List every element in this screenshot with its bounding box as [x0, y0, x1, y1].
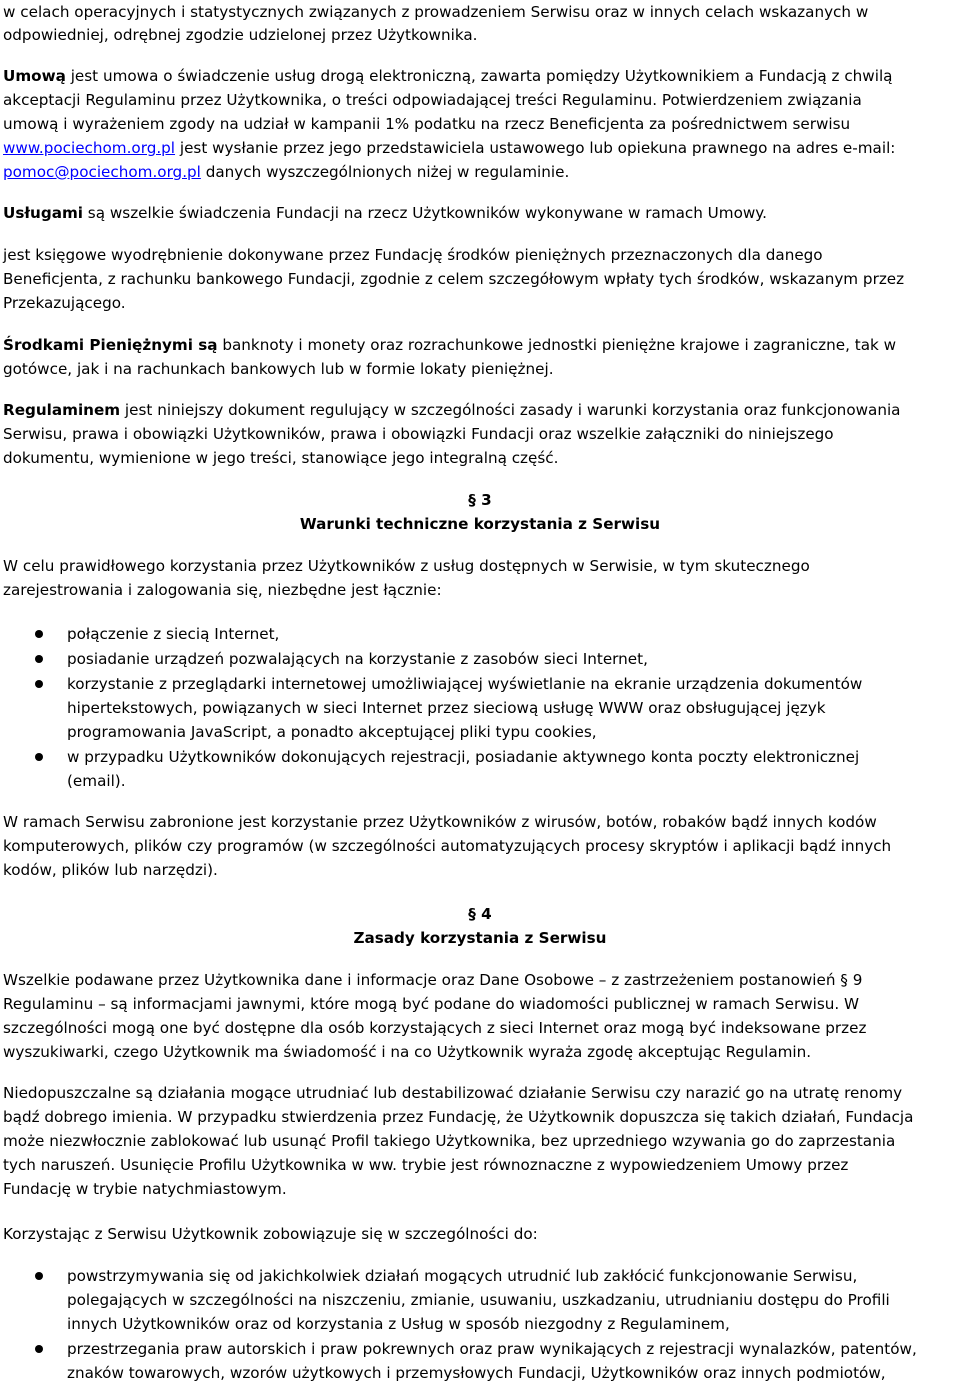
bullet-icon [35, 1345, 43, 1353]
text-segment: polegających w szczególności na niszczeniu, zmianie, usuwaniu, uszkadzaniu, utrudnianiu dostępu do Profili [67, 1291, 890, 1309]
text-segment: odpowiedniej, odrębnej zgodzie udzielonej przez Użytkownika. [3, 26, 478, 44]
text-segment: Regulaminu – są informacjami jawnymi, które mogą być podane do wiadomości publicznej w ramach Serwisu. W [3, 995, 860, 1013]
text-line [67, 769, 960, 793]
text-segment: znaków towarowych, wzorów użytkowych i przemysłowych Fundacji, Użytkowników oraz innych podmiotów, [67, 1364, 886, 1382]
text-line [3, 554, 960, 578]
section-heading-line [0, 926, 960, 950]
text-segment: dokumentu, wymienione w jego treści, stanowiące jego integralną część. [3, 449, 559, 467]
text-segment: korzystanie z przeglądarki internetowej umożliwiającej wyświetlanie na ekranie urządzenia dokumentów [67, 675, 863, 693]
bullet-item-line [67, 745, 960, 769]
text-line [67, 1312, 960, 1336]
text-line [67, 1361, 960, 1385]
text-segment: umową i wyrażeniem zgody na udział w kampanii 1% podatku na rzecz Beneficjenta za pośrednictwem serwisu [3, 115, 851, 133]
text-segment: Wszelkie podawane przez Użytkownika dane i informacje oraz Dane Osobowe – z zastrzeżeniem postanowień § 9 [3, 971, 863, 989]
link[interactable]: www.pociechom.org.pl [3, 139, 176, 157]
text-segment: W ramach Serwisu zabronione jest korzystanie przez Użytkowników z wirusów, botów, robaków bądź innych kodów [3, 813, 877, 831]
bullet-icon [35, 655, 43, 663]
bold-term: Zasady korzystania z Serwisu [353, 929, 607, 947]
text-segment: Korzystając z Serwisu Użytkownik zobowiązuje się w szczególności do: [3, 1225, 538, 1243]
bullet-item-line [67, 647, 960, 671]
text-line [67, 1288, 960, 1312]
text-line [3, 1153, 960, 1177]
text-segment: jest niniejszy dokument regulujący w szczególności zasady i warunki korzystania oraz funkcjonowania [120, 401, 901, 419]
text-line [3, 1105, 960, 1129]
text-line [3, 291, 960, 315]
text-segment: banknoty i monety oraz rozrachunkowe jednostki pieniężne krajowe i zagraniczne, tak w [217, 336, 897, 354]
bullet-item-line [67, 672, 960, 696]
text-segment: jest wysłanie przez jego przedstawiciela ustawowego lub opiekuna prawnego na adres e-mail: [175, 139, 896, 157]
bold-term: § 3 [468, 491, 492, 509]
text-line [3, 858, 960, 882]
bold-term: Usługami [3, 204, 83, 222]
text-line [3, 446, 960, 470]
text-segment: jest umowa o świadczenie usług drogą elektroniczną, zawarta pomiędzy Użytkownikiem a Fundacją z chwilą [65, 67, 893, 85]
text-segment: Serwisu, prawa i obowiązki Użytkowników, prawa i obowiązki Fundacji oraz wszelkie załączniki do niniejszego [3, 425, 834, 443]
text-segment: Przekazującego. [3, 294, 126, 312]
text-segment: w celach operacyjnych i statystycznych związanych z prowadzeniem Serwisu oraz w innych celach wskazanych w [3, 3, 869, 21]
text-line [3, 112, 960, 136]
bold-term: Regulaminem [3, 401, 121, 419]
bullet-icon [35, 753, 43, 761]
text-line [3, 1081, 960, 1105]
text-line [3, 160, 960, 184]
text-line [3, 0, 960, 24]
text-segment: powstrzymywania się od jakichkolwiek działań mogących utrudnić lub zakłócić funkcjonowanie Serwisu, [67, 1267, 858, 1285]
text-segment: połączenie z siecią Internet, [67, 625, 280, 643]
text-line [3, 201, 960, 225]
text-line [3, 968, 960, 992]
text-line [3, 834, 960, 858]
text-segment: gotówce, jak i na rachunkach bankowych lub w formie lokaty pieniężnej. [3, 360, 554, 378]
bullet-item-line [67, 1337, 960, 1361]
text-line [3, 1129, 960, 1153]
text-segment: szczególności mogą one być dostępne dla osób korzystających z sieci Internet oraz mogą być indeksowane przez [3, 1019, 867, 1037]
text-segment: kodów, plików lub narzędzi). [3, 861, 218, 879]
text-line [3, 136, 960, 160]
text-line [3, 333, 960, 357]
text-segment: posiadanie urządzeń pozwalających na korzystanie z zasobów sieci Internet, [67, 650, 648, 668]
text-segment: innych Użytkowników oraz od korzystania z Usług w sposób niezgodny z Regulaminem, [67, 1315, 730, 1333]
bullet-item-line [67, 1264, 960, 1288]
text-line [3, 1177, 960, 1201]
text-line [3, 243, 960, 267]
text-line [3, 267, 960, 291]
text-segment: bądź dobrego imienia. W przypadku stwierdzenia przez Fundację, że Użytkownik dopuszcza się takich działań, Fundacja [3, 1108, 914, 1126]
text-line [3, 810, 960, 834]
text-segment: komputerowych, plików czy programów (w szczególności automatyzujących procesy skryptów i aplikacji bądź innych [3, 837, 892, 855]
text-line [3, 1016, 960, 1040]
bullet-item-line [67, 622, 960, 646]
text-segment: Beneficjenta, z rachunku bankowego Fundacji, zgodnie z celem szczegółowym wpłaty tych środków, wskazanym przez [3, 270, 905, 288]
text-segment: Fundację w trybie natychmiastowym. [3, 1180, 287, 1198]
text-line [3, 23, 960, 47]
text-line [67, 720, 960, 744]
text-segment: Niedopuszczalne są działania mogące utrudniać lub destabilizować działanie Serwisu czy narazić go na utratę renomy [3, 1084, 903, 1102]
text-segment: jest księgowe wyodrębnienie dokonywane przez Fundację środków pieniężnych przeznaczonych dla danego [3, 246, 823, 264]
text-line [3, 992, 960, 1016]
text-line [3, 398, 960, 422]
text-segment: są wszelkie świadczenia Fundacji na rzecz Użytkowników wykonywane w ramach Umowy. [82, 204, 767, 222]
text-line [3, 578, 960, 602]
bold-term: Warunki techniczne korzystania z Serwisu [299, 515, 661, 533]
bold-term: Umową [3, 67, 66, 85]
text-segment: zarejestrowania i zalogowania się, niezbędne jest łącznie: [3, 581, 442, 599]
text-segment: (email). [67, 772, 126, 790]
text-line [67, 696, 960, 720]
text-segment: hipertekstowych, powiązanych w sieci Internet przez sieciową usługę WWW oraz obsługującej język [67, 699, 826, 717]
text-segment: wyszukiwarki, czego Użytkownik ma świadomość i na co Użytkownik wyraża zgodę akceptując Regulamin. [3, 1043, 812, 1061]
bullet-icon [35, 1272, 43, 1280]
text-line [3, 64, 960, 88]
bullet-icon [35, 630, 43, 638]
text-segment: w przypadku Użytkowników dokonujących rejestracji, posiadanie aktywnego konta poczty elektronicznej [67, 748, 860, 766]
text-line [3, 357, 960, 381]
text-line [3, 1222, 960, 1246]
link[interactable]: pomoc@pociechom.org.pl [3, 163, 201, 181]
text-segment: programowania JavaScript, a ponadto akceptującej pliki typu cookies, [67, 723, 597, 741]
text-segment: może niezwłocznie zablokować lub usunąć Profil takiego Użytkownika, bez uprzedniego wzywania go do zaprzestania [3, 1132, 896, 1150]
text-line [3, 1040, 960, 1064]
text-segment: akceptacji Regulaminu przez Użytkownika, o treści odpowiadającej treści Regulaminu. Potwierdzeniem związania [3, 91, 862, 109]
text-segment: danych wyszczególnionych niżej w regulaminie. [200, 163, 570, 181]
section-heading-line [0, 512, 960, 536]
text-segment: W celu prawidłowego korzystania przez Użytkowników z usług dostępnych w Serwisie, w tym skutecznego [3, 557, 810, 575]
text-line [3, 88, 960, 112]
bold-term: § 4 [468, 905, 492, 923]
section-heading-line [0, 488, 960, 512]
text-segment: tych naruszeń. Usunięcie Profilu Użytkownika w ww. trybie jest równoznaczne z wypowiedzeniem Umowy przez [3, 1156, 849, 1174]
bold-term: Środkami Pieniężnymi są [3, 336, 218, 354]
bullet-icon [35, 680, 43, 688]
text-line [3, 422, 960, 446]
section-heading-line [0, 902, 960, 926]
text-segment: przestrzegania praw autorskich i praw pokrewnych oraz praw wynikających z rejestracji wynalazków, patentów, [67, 1340, 917, 1358]
